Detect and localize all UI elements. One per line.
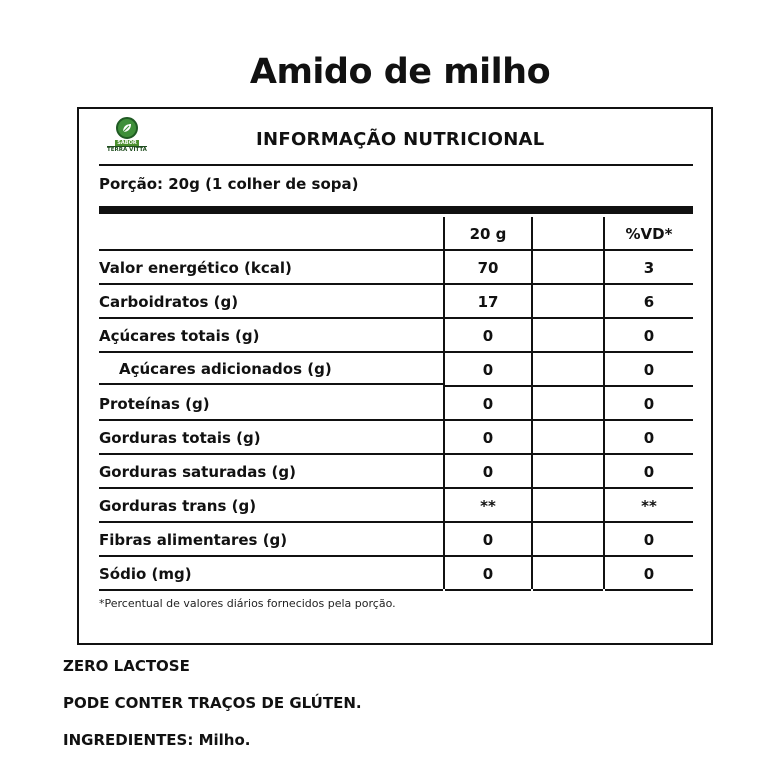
nutrient-row bbox=[99, 559, 693, 591]
nutrient-row bbox=[99, 491, 693, 523]
thick-divider bbox=[99, 206, 693, 214]
nutrient-empty-cell bbox=[533, 389, 603, 421]
header-vd: %VD* bbox=[605, 219, 693, 251]
nutrient-row bbox=[99, 321, 693, 353]
nutrient-vd: 0 bbox=[605, 525, 693, 557]
nutrient-amount: 0 bbox=[445, 525, 531, 557]
nutrient-amount: 0 bbox=[445, 355, 531, 387]
nutrient-empty-cell bbox=[533, 559, 603, 591]
nutrient-amount: 0 bbox=[445, 423, 531, 455]
nutrient-amount: ** bbox=[445, 491, 531, 523]
nutrient-empty-cell bbox=[533, 355, 603, 387]
page-title: Amido de milho bbox=[249, 52, 551, 92]
nutrient-empty-cell bbox=[533, 457, 603, 489]
nutrient-row bbox=[99, 389, 693, 421]
header-empty-cell bbox=[533, 219, 603, 251]
nutrient-empty-cell bbox=[533, 491, 603, 523]
nutrient-empty-cell bbox=[533, 287, 603, 319]
label-heading: INFORMAÇÃO NUTRICIONAL bbox=[256, 129, 545, 150]
nutrient-name: Gorduras trans (g) bbox=[99, 491, 443, 523]
nutrient-vd: 0 bbox=[605, 355, 693, 387]
nutrient-vd: 6 bbox=[605, 287, 693, 319]
portion-size: Porção: 20g (1 colher de sopa) bbox=[99, 175, 359, 193]
leaf-icon bbox=[116, 117, 138, 139]
nutrient-vd: 0 bbox=[605, 321, 693, 353]
nutrient-amount: 0 bbox=[445, 321, 531, 353]
nutrient-name: Fibras alimentares (g) bbox=[99, 525, 443, 557]
brand-logo bbox=[105, 117, 149, 157]
nutrient-name: Carboidratos (g) bbox=[99, 287, 443, 319]
nutrient-empty-cell bbox=[533, 321, 603, 353]
nutrient-name: Sódio (mg) bbox=[99, 559, 443, 591]
nutrient-amount: 17 bbox=[445, 287, 531, 319]
nutrient-amount: 0 bbox=[445, 559, 531, 591]
nutrient-row bbox=[99, 253, 693, 285]
nutrient-vd: 0 bbox=[605, 559, 693, 591]
nutrient-row bbox=[99, 525, 693, 557]
nutrient-row bbox=[99, 457, 693, 489]
heading-divider bbox=[99, 164, 693, 166]
nutrient-name: Proteínas (g) bbox=[99, 389, 443, 421]
nutrient-row bbox=[99, 423, 693, 455]
nutrition-label bbox=[77, 107, 713, 645]
nutrient-name: Açúcares adicionados (g) bbox=[99, 355, 443, 385]
ingredients-list: INGREDIENTES: Milho. bbox=[63, 731, 251, 749]
nutrient-empty-cell bbox=[533, 423, 603, 455]
nutrient-vd: 0 bbox=[605, 423, 693, 455]
lactose-note: ZERO LACTOSE bbox=[63, 657, 190, 675]
logo-text: TERRA VITTA bbox=[107, 147, 147, 153]
nutrient-name: Valor energético (kcal) bbox=[99, 253, 443, 285]
nutrient-row bbox=[99, 287, 693, 319]
nutrient-amount: 70 bbox=[445, 253, 531, 285]
nutrient-name: Açúcares totais (g) bbox=[99, 321, 443, 353]
header-label-cell bbox=[99, 219, 443, 251]
nutrient-vd: 0 bbox=[605, 389, 693, 421]
gluten-warning: PODE CONTER TRAÇOS DE GLÚTEN. bbox=[63, 694, 362, 712]
nutrient-name: Gorduras totais (g) bbox=[99, 423, 443, 455]
nutrient-row bbox=[99, 355, 693, 387]
footnote: *Percentual de valores diários fornecidos pela porção. bbox=[99, 597, 396, 610]
header-amount: 20 g bbox=[445, 219, 531, 251]
nutrient-empty-cell bbox=[533, 253, 603, 285]
nutrient-name: Gorduras saturadas (g) bbox=[99, 457, 443, 489]
nutrient-vd: 0 bbox=[605, 457, 693, 489]
logo-badge: SABOR bbox=[117, 140, 137, 146]
nutrient-empty-cell bbox=[533, 525, 603, 557]
nutrient-amount: 0 bbox=[445, 457, 531, 489]
nutrient-amount: 0 bbox=[445, 389, 531, 421]
nutrient-vd: 3 bbox=[605, 253, 693, 285]
nutrient-vd: ** bbox=[605, 491, 693, 523]
